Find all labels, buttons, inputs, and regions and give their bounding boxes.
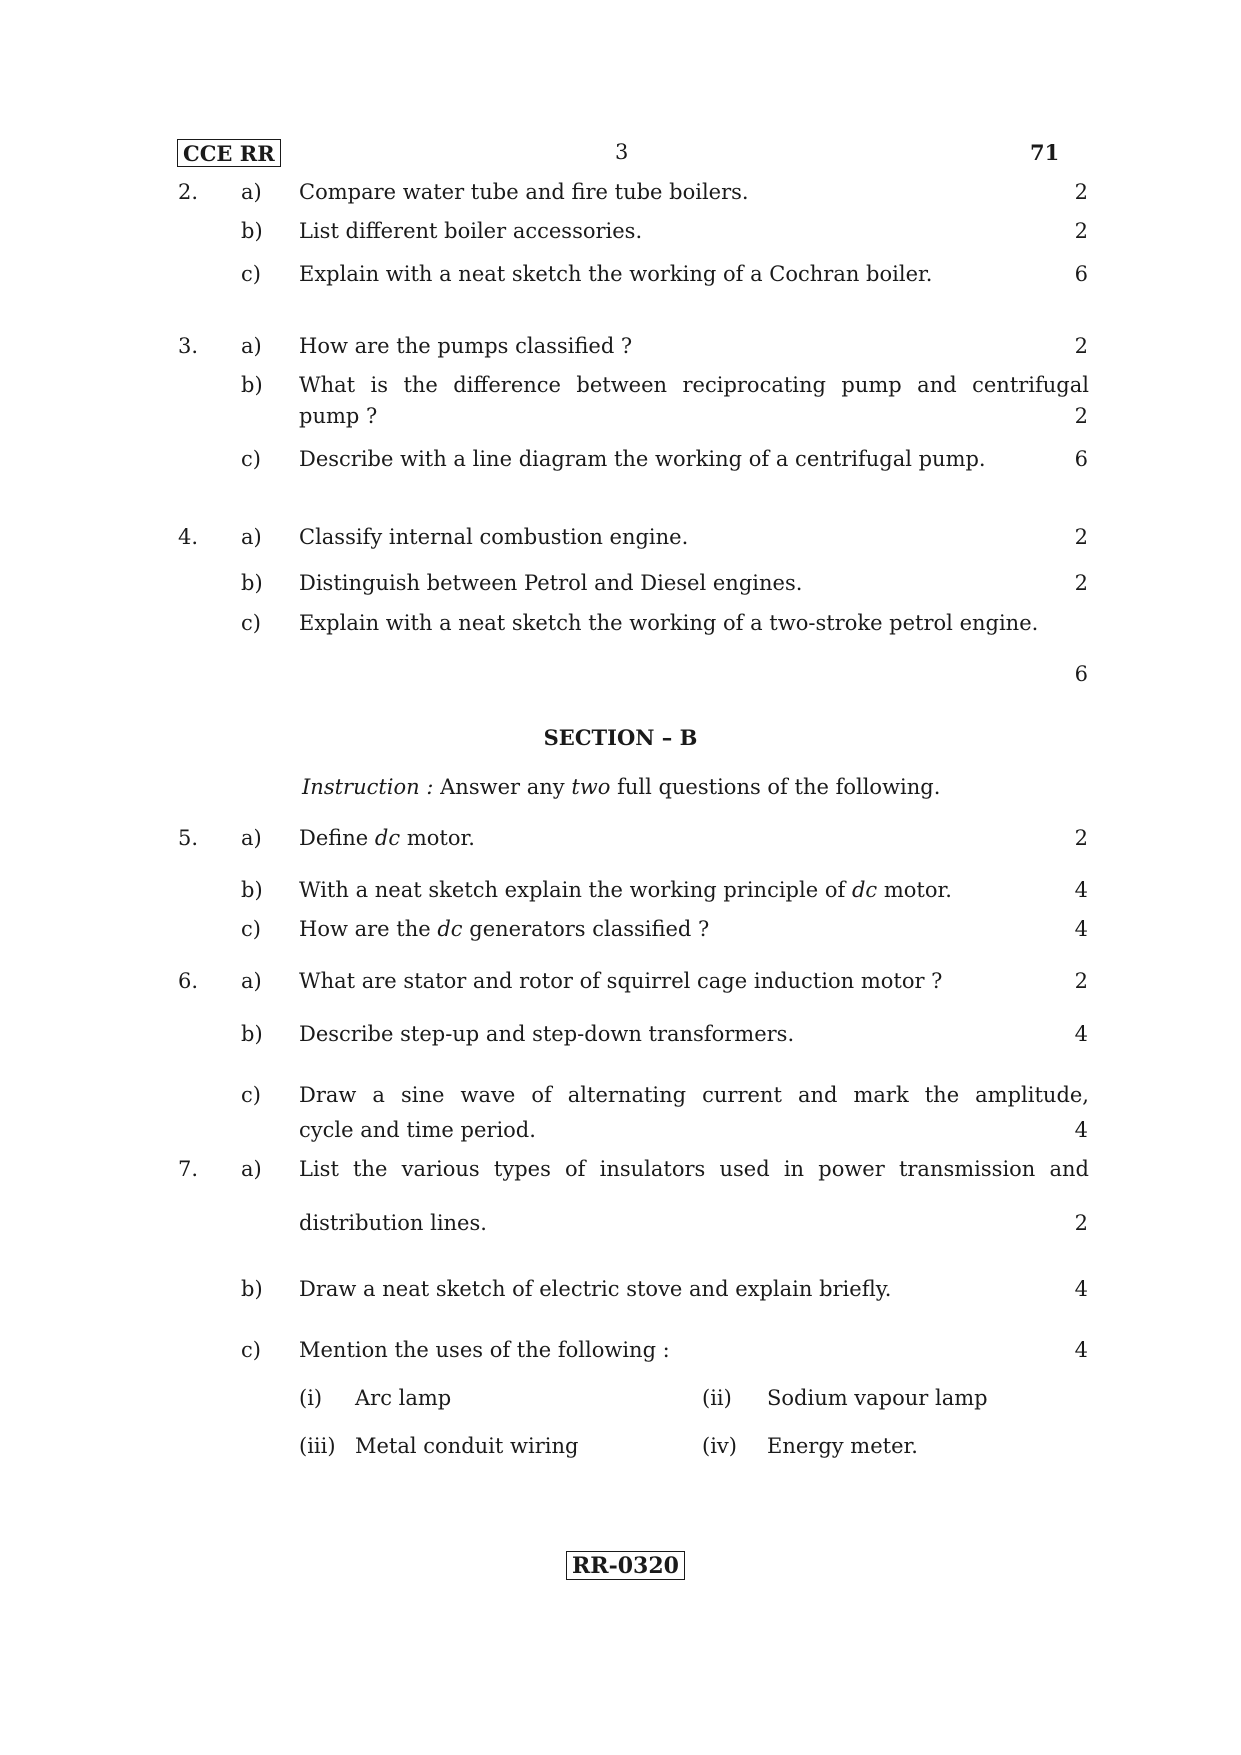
marks: 2 (1074, 334, 1088, 358)
part-text: List different boiler accessories. (299, 219, 643, 243)
part-label: c) (241, 611, 261, 635)
sub-item-text: Energy meter. (767, 1434, 918, 1458)
question-number: 6. (178, 969, 199, 993)
marks: 2 (1074, 404, 1088, 428)
marks: 4 (1074, 1118, 1088, 1142)
instruction-text-pre: Answer any (440, 775, 565, 799)
part-text: Draw a sine wave of alternating current and mark the amplitude, (299, 1083, 1089, 1107)
part-label: c) (241, 1083, 261, 1107)
part-label: a) (241, 1157, 262, 1181)
section-instruction (302, 777, 940, 798)
part-text: What is the difference between reciprocating pump and centrifugal (299, 373, 1089, 397)
part-text: Describe step-up and step-down transformers. (299, 1022, 795, 1046)
part-text-continued: pump ? (299, 404, 378, 428)
part-text: Explain with a neat sketch the working of a two-stroke petrol engine. (299, 611, 1039, 635)
marks: 4 (1074, 1338, 1088, 1362)
part-label: a) (241, 334, 262, 358)
sub-item-label: (iv) (702, 1434, 737, 1458)
question-number: 7. (178, 1157, 199, 1181)
marks: 4 (1074, 878, 1088, 902)
part-label: a) (241, 525, 262, 549)
part-label: c) (241, 262, 261, 286)
part-label: b) (241, 1277, 263, 1301)
part-label: b) (241, 878, 263, 902)
part-text-continued: distribution lines. (299, 1211, 487, 1235)
question-number: 4. (178, 525, 199, 549)
marks: 2 (1074, 1211, 1088, 1235)
part-text: Distinguish between Petrol and Diesel engines. (299, 571, 803, 595)
sub-item-label: (iii) (299, 1434, 336, 1458)
part-text: How are the dc generators classified ? (299, 917, 710, 941)
part-text: Define dc motor. (299, 826, 475, 850)
sub-item-label: (ii) (702, 1386, 732, 1410)
part-label: a) (241, 180, 262, 204)
part-label: b) (241, 1022, 263, 1046)
part-text: How are the pumps classified ? (299, 334, 633, 358)
footer-code-box: RR-0320 (566, 1551, 685, 1580)
part-text: Draw a neat sketch of electric stove and explain briefly. (299, 1277, 892, 1301)
exam-code-box: CCE RR (177, 139, 281, 167)
part-text-continued: cycle and time period. (299, 1118, 536, 1142)
sub-item-text: Metal conduit wiring (355, 1434, 579, 1458)
part-text: With a neat sketch explain the working principle of dc motor. (299, 878, 952, 902)
marks: 4 (1074, 1022, 1088, 1046)
sub-item-label: (i) (299, 1386, 323, 1410)
marks: 6 (1074, 262, 1088, 286)
marks: 2 (1074, 571, 1088, 595)
marks: 2 (1074, 525, 1088, 549)
part-text: Describe with a line diagram the working of a centrifugal pump. (299, 447, 986, 471)
part-label: a) (241, 826, 262, 850)
part-text: Classify internal combustion engine. (299, 525, 689, 549)
marks: 4 (1074, 917, 1088, 941)
question-number: 2. (178, 180, 199, 204)
part-text: List the various types of insulators used in power transmission and (299, 1157, 1089, 1181)
part-label: b) (241, 571, 263, 595)
marks: 2 (1074, 219, 1088, 243)
question-number: 5. (178, 826, 199, 850)
question-number: 3. (178, 334, 199, 358)
sub-item-text: Sodium vapour lamp (767, 1386, 988, 1410)
section-title: SECTION – B (543, 725, 698, 750)
marks: 6 (1074, 447, 1088, 471)
part-label: c) (241, 1338, 261, 1362)
part-label: b) (241, 219, 263, 243)
part-label: a) (241, 969, 262, 993)
part-label: b) (241, 373, 263, 397)
part-text: Compare water tube and fire tube boilers. (299, 180, 749, 204)
part-label: c) (241, 917, 261, 941)
marks: 4 (1074, 1277, 1088, 1301)
marks: 2 (1074, 180, 1088, 204)
sub-item-text: Arc lamp (355, 1386, 452, 1410)
instruction-emphasis: two (571, 775, 611, 799)
part-text: What are stator and rotor of squirrel cage induction motor ? (299, 969, 943, 993)
marks: 2 (1074, 826, 1088, 850)
part-text: Explain with a neat sketch the working of a Cochran boiler. (299, 262, 933, 286)
marks: 2 (1074, 969, 1088, 993)
part-text: Mention the uses of the following : (299, 1338, 670, 1362)
instruction-text-post: full questions of the following. (617, 775, 941, 799)
instruction-label: Instruction : (302, 775, 434, 799)
marks: 6 (1074, 662, 1088, 686)
part-label: c) (241, 447, 261, 471)
page-number: 3 (615, 140, 629, 164)
paper-number: 71 (1030, 140, 1060, 165)
